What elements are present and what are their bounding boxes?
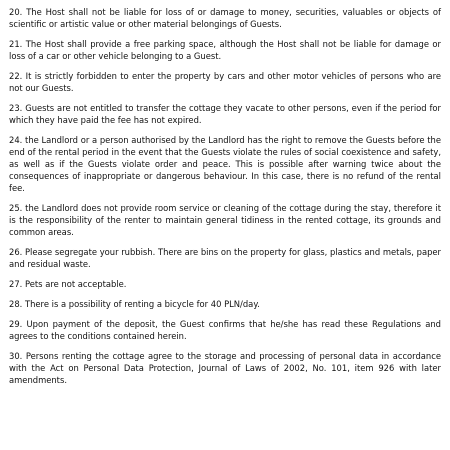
clause-24: 24. the Landlord or a person authorised by the Landlord has the right to remove the Guests before the end of the rental period in the event that the Guests violate the rules of social coexistence and safety, as well as if the Guests violate order and peace. This is possible after warning twice about the consequences of inappropriate or dangerous behaviour. In this case, there is no refund of the rental fee.	[9, 135, 441, 193]
clause-25: 25. the Landlord does not provide room service or cleaning of the cottage during the stay, therefore it is the responsibility of the renter to maintain general tidiness in the rented cottage, its grounds and common areas.	[9, 203, 441, 237]
clause-21: 21. The Host shall provide a free parking space, although the Host shall not be liable for damage or loss of a car or other vehicle belonging to a Guest.	[9, 39, 441, 61]
clause-30: 30. Persons renting the cottage agree to the storage and processing of personal data in accordance with the Act on Personal Data Protection, Journal of Laws of 2002, No. 101, item 926 with later amendments.	[9, 351, 441, 385]
clause-23: 23. Guests are not entitled to transfer the cottage they vacate to other persons, even if the period for which they have paid the fee has not expired.	[9, 103, 441, 125]
clause-22: 22. It is strictly forbidden to enter the property by cars and other motor vehicles of persons who are not our Guests.	[9, 71, 441, 93]
clause-29: 29. Upon payment of the deposit, the Guest confirms that he/she has read these Regulations and agrees to the conditions contained herein.	[9, 319, 441, 341]
clause-28: 28. There is a possibility of renting a bicycle for 40 PLN/day.	[9, 299, 260, 309]
clause-27: 27. Pets are not acceptable.	[9, 279, 127, 289]
clause-20: 20. The Host shall not be liable for loss of or damage to money, securities, valuables or objects of scientific or artistic value or other material belongings of Guests.	[9, 7, 441, 29]
regulations-document	[9, 6, 441, 394]
clause-26: 26. Please segregate your rubbish. There are bins on the property for glass, plastics and metals, paper and residual waste.	[9, 247, 441, 269]
